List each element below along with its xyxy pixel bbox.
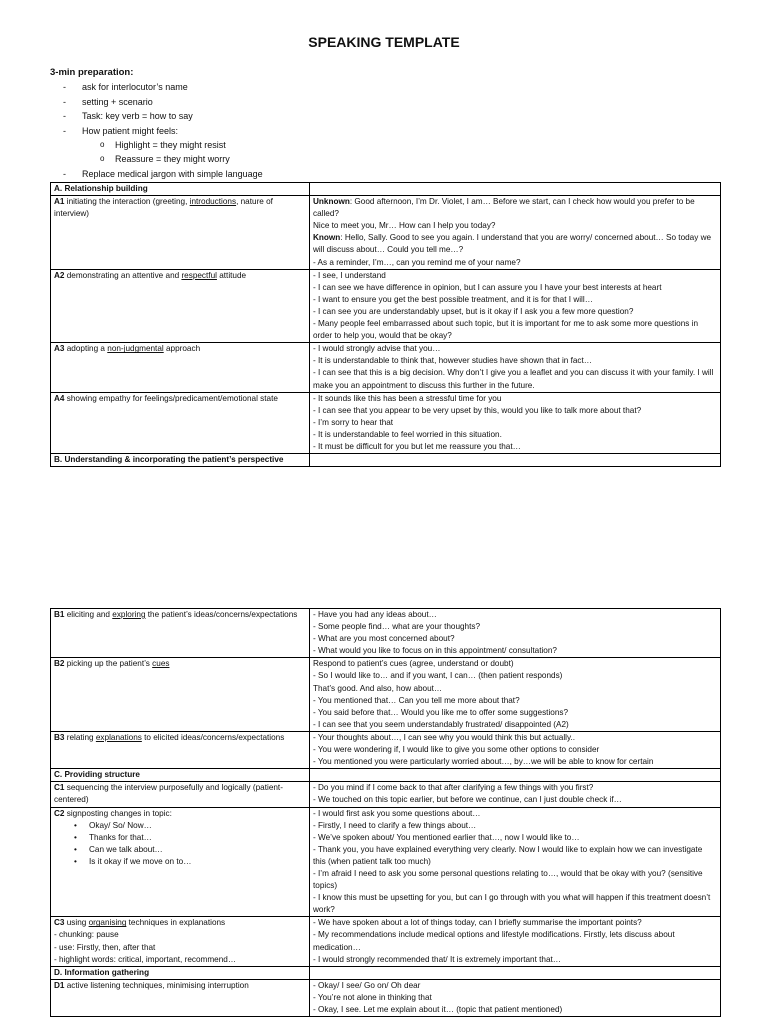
template-table-part-2 bbox=[50, 608, 721, 1017]
preparation-list bbox=[50, 80, 263, 181]
phrases-a2: - I see, I understand - I can see we have difference in opinion, but I can assure you I have your best interests at heart - I want to ensure you get the best possible treatment, and it is for that I will… - I can see you are understandably upset, but is it okay if I ask you a few more question? - Many people feel embarrassed about such topic, but it is important for me to ask some more questions in order to help you, would that be okay? bbox=[310, 269, 721, 343]
list-item: • Is it okay if we move on to… bbox=[54, 856, 306, 868]
section-heading-d: D. Information gathering bbox=[51, 966, 310, 979]
list-item: - Replace medical jargon with simple language bbox=[63, 168, 263, 179]
table-cell-empty bbox=[310, 454, 721, 467]
table-row bbox=[51, 343, 721, 392]
table-row bbox=[51, 782, 721, 807]
phrases-b3: - Your thoughts about…, I can see why you would think this but actually.. - You were wondering if, I would like to give you some other options to consider - You mentioned you were particularly worried about…, by…we will be able to know for certain bbox=[310, 731, 721, 768]
table-row bbox=[51, 917, 721, 966]
criterion-c1: C1 sequencing the interview purposefully and logically (patient-centered) bbox=[51, 782, 310, 807]
table-cell-empty bbox=[310, 769, 721, 782]
criterion-a3: A3 adopting a non-judgmental approach bbox=[51, 343, 310, 392]
phrases-b2: Respond to patient’s cues (agree, understand or doubt) - So I would like to… and if you want, I can… (then patient responds) That’s good. And also, how about… - You mentioned that… Can you tell me more about that? - You said before that… Would you like me to offer some suggestions? - I can see that you seem understandably frustrated/ disappointed (A2) bbox=[310, 658, 721, 732]
criterion-c3: C3 using organising techniques in explanations - chunking: pause - use: Firstly, then, after that - highlight words: critical, important, recommend… bbox=[51, 917, 310, 966]
template-table-part-1 bbox=[50, 182, 721, 467]
phrases-c3: - We have spoken about a lot of things today, can I briefly summarise the important points? - My recommendations include medical options and lifestyle modifications. Firstly, lets discuss about medication… - I would strongly recommended that/ It is extremely important that… bbox=[310, 917, 721, 966]
phrases-d1: - Okay/ I see/ Go on/ Oh dear - You’re not alone in thinking that - Okay, I see. Let me explain about it… (topic that patient mentioned) bbox=[310, 979, 721, 1016]
phrases-a1: Unknown: Good afternoon, I’m Dr. Violet, I am… Before we start, can I check how would you prefer to be called? Nice to meet you, Mr… How can I help you today? Known: Hello, Sally. Good to see you again. I understand that you are worry/ concerned about… So today we will discuss about… Could you tell me…? - As a reminder, I’m…, can you remind me of your name? bbox=[310, 196, 721, 270]
table-row bbox=[51, 658, 721, 732]
table-row bbox=[51, 769, 721, 782]
criterion-d1: D1 active listening techniques, minimising interruption bbox=[51, 979, 310, 1016]
list-item: - ask for interlocutor’s name bbox=[63, 82, 188, 93]
section-heading-b: B. Understanding & incorporating the patient’s perspective bbox=[51, 454, 310, 467]
criterion-a2: A2 demonstrating an attentive and respectful attitude bbox=[51, 269, 310, 343]
list-item: - Task: key verb = how to say bbox=[63, 111, 193, 122]
table-row bbox=[51, 196, 721, 270]
table-row bbox=[51, 454, 721, 467]
section-heading-c: C. Providing structure bbox=[51, 769, 310, 782]
criterion-b1: B1 eliciting and exploring the patient’s ideas/concerns/expectations bbox=[51, 609, 310, 658]
list-item: • Okay/ So/ Now… bbox=[54, 820, 306, 832]
list-item: • Can we talk about… bbox=[54, 844, 306, 856]
preparation-heading: 3-min preparation: bbox=[50, 67, 134, 78]
table-row bbox=[51, 392, 721, 453]
criterion-a4: A4 showing empathy for feelings/predicament/emotional state bbox=[51, 392, 310, 453]
section-heading-a: A. Relationship building bbox=[51, 183, 310, 196]
page-title: SPEAKING TEMPLATE bbox=[308, 34, 460, 50]
criterion-c2: C2 signposting changes in topic: • Okay/ So/ Now… • Thanks for that… • Can we talk about… • Is it okay if we move on to… bbox=[51, 807, 310, 917]
table-row bbox=[51, 807, 721, 917]
phrases-a3: - I would strongly advise that you… - It is understandable to think that, however studies have shown that in fact… - I can see that this is a big decision. Why don’t I give you a leaflet and you can discuss it with your family. I will make you an appointment to discuss this further in the future. bbox=[310, 343, 721, 392]
table-row bbox=[51, 183, 721, 196]
list-item: - setting + scenario bbox=[63, 96, 153, 107]
phrases-b1: - Have you had any ideas about… - Some people find… what are your thoughts? - What are you most concerned about? - What would you like to focus on in this appointment/ consultation? bbox=[310, 609, 721, 658]
table-row bbox=[51, 609, 721, 658]
table-row bbox=[51, 966, 721, 979]
list-item: o Highlight = they might resist bbox=[100, 140, 226, 151]
table-row bbox=[51, 979, 721, 1016]
preparation-section bbox=[50, 66, 263, 181]
criterion-a1: A1 initiating the interaction (greeting, introductions, nature of interview) bbox=[51, 196, 310, 270]
table-row bbox=[51, 731, 721, 768]
list-item: - How patient might feels: bbox=[63, 125, 179, 136]
phrases-a4: - It sounds like this has been a stressful time for you - I can see that you appear to be very upset by this, would you like to talk more about that? - I’m sorry to hear that - It is understandable to feel worried in this situation. - It must be difficult for you but let me reassure you that… bbox=[310, 392, 721, 453]
table-cell-empty bbox=[310, 183, 721, 196]
list-item: o Reassure = they might worry bbox=[100, 154, 230, 165]
criterion-b3: B3 relating explanations to elicited ideas/concerns/expectations bbox=[51, 731, 310, 768]
phrases-c2: - I would first ask you some questions about… - Firstly, I need to clarify a few things about… - We’ve spoken about/ You mentioned earlier that…, now I would like to… - Thank you, you have explained everything very clearly. Now I would like to explain how we can investigate this (when patient talk too much) - I’m afraid I need to ask you some personal questions relating to…, would that be okay with you? (sensitive topics) - I know this must be upsetting for you, but can I go through with you what will happen if this treatment doesn’t work? bbox=[310, 807, 721, 917]
table-row bbox=[51, 269, 721, 343]
list-item: • Thanks for that… bbox=[54, 832, 306, 844]
table-cell-empty bbox=[310, 966, 721, 979]
criterion-b2: B2 picking up the patient’s cues bbox=[51, 658, 310, 732]
phrases-c1: - Do you mind if I come back to that after clarifying a few things with you first? - We touched on this topic earlier, but before we continue, can I just double check if… bbox=[310, 782, 721, 807]
